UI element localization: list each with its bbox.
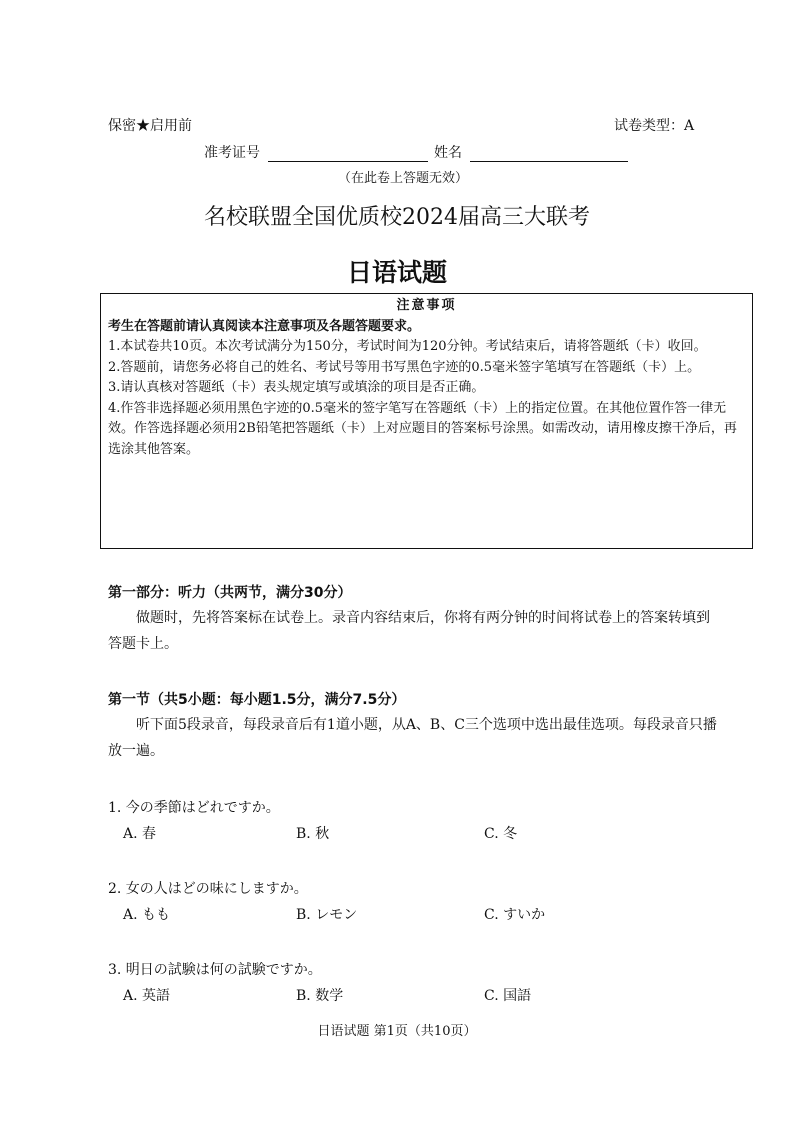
q2-option-c[interactable]: C. すいか bbox=[484, 907, 546, 923]
notice-box bbox=[100, 293, 753, 549]
q2-option-a[interactable]: A. もも bbox=[123, 907, 171, 923]
part1-heading: 第一部分：听力（共两节，满分30分） bbox=[108, 585, 352, 601]
invalid-note: （在此卷上答题无效） bbox=[338, 171, 469, 186]
exam-number-field[interactable] bbox=[268, 147, 428, 162]
notice-heading: 注意事项 bbox=[396, 298, 457, 313]
q3-option-c[interactable]: C. 国語 bbox=[484, 988, 532, 1004]
name-field[interactable] bbox=[470, 147, 628, 162]
section1-instruction: 听下面5段录音，每段录音后有1道小题，从A、B、C三个选项中选出最佳选项。每段录音只播放一遍。 bbox=[108, 717, 717, 759]
q1-option-b[interactable]: B. 秋 bbox=[296, 826, 330, 842]
q1-option-c[interactable]: C. 冬 bbox=[484, 826, 518, 842]
page-footer: 日语试题 第1页（共10页） bbox=[317, 1024, 477, 1039]
exam-subtitle: 名校联盟全国优质校2024届高三大联考 bbox=[204, 205, 590, 230]
q2-option-b[interactable]: B. レモン bbox=[296, 907, 358, 923]
question-1: 1. 今の季節はどれですか。 bbox=[108, 800, 280, 816]
notice-intro: 考生在答题前请认真阅读本注意事项及各题答题要求。 bbox=[108, 318, 421, 334]
q1-option-a[interactable]: A. 春 bbox=[123, 826, 157, 842]
confidential-label: 保密★启用前 bbox=[108, 118, 192, 134]
paper-type-label: 试卷类型：A bbox=[614, 118, 695, 134]
notice-item: 4.作答非选择题必须用黑色字迹的0.5毫米的签字笔写在答题纸（卡）上的指定位置。在其他位置作答一律无效。作答选择题必须用2B铅笔把答题纸（卡）上对应题目的答案标号涂黑。如需改动，请用橡皮擦干净后，再选涂其他答案。 bbox=[108, 400, 737, 457]
question-3: 3. 明日の試験は何の試験ですか。 bbox=[108, 962, 322, 978]
notice-item: 2.答题前，请您务必将自己的姓名、考试号等用书写黑色字迹的0.5毫米签字笔填写在答题纸（卡）上。 bbox=[108, 359, 701, 375]
part1-instruction: 做题时，先将答案标在试卷上。录音内容结束后，你将有两分钟的时间将试卷上的答案转填到答题卡上。 bbox=[108, 610, 710, 652]
name-label: 姓名 bbox=[434, 145, 462, 161]
candidate-info-row bbox=[204, 142, 628, 162]
q3-option-a[interactable]: A. 英語 bbox=[123, 988, 171, 1004]
q3-option-b[interactable]: B. 数学 bbox=[296, 988, 344, 1004]
section1-heading: 第一节（共5小题：每小题1.5分，满分7.5分） bbox=[108, 692, 406, 708]
page-title: 日语试题 bbox=[346, 258, 447, 287]
notice-item: 1.本试卷共10页。本次考试满分为150分，考试时间为120分钟。考试结束后，请将答题纸（卡）收回。 bbox=[108, 339, 707, 354]
notice-item: 3.请认真核对答题纸（卡）表头规定填写或填涂的项目是否正确。 bbox=[108, 380, 485, 395]
exam-number-label: 准考证号 bbox=[204, 145, 260, 161]
question-2: 2. 女の人はどの味にしますか。 bbox=[108, 881, 308, 897]
